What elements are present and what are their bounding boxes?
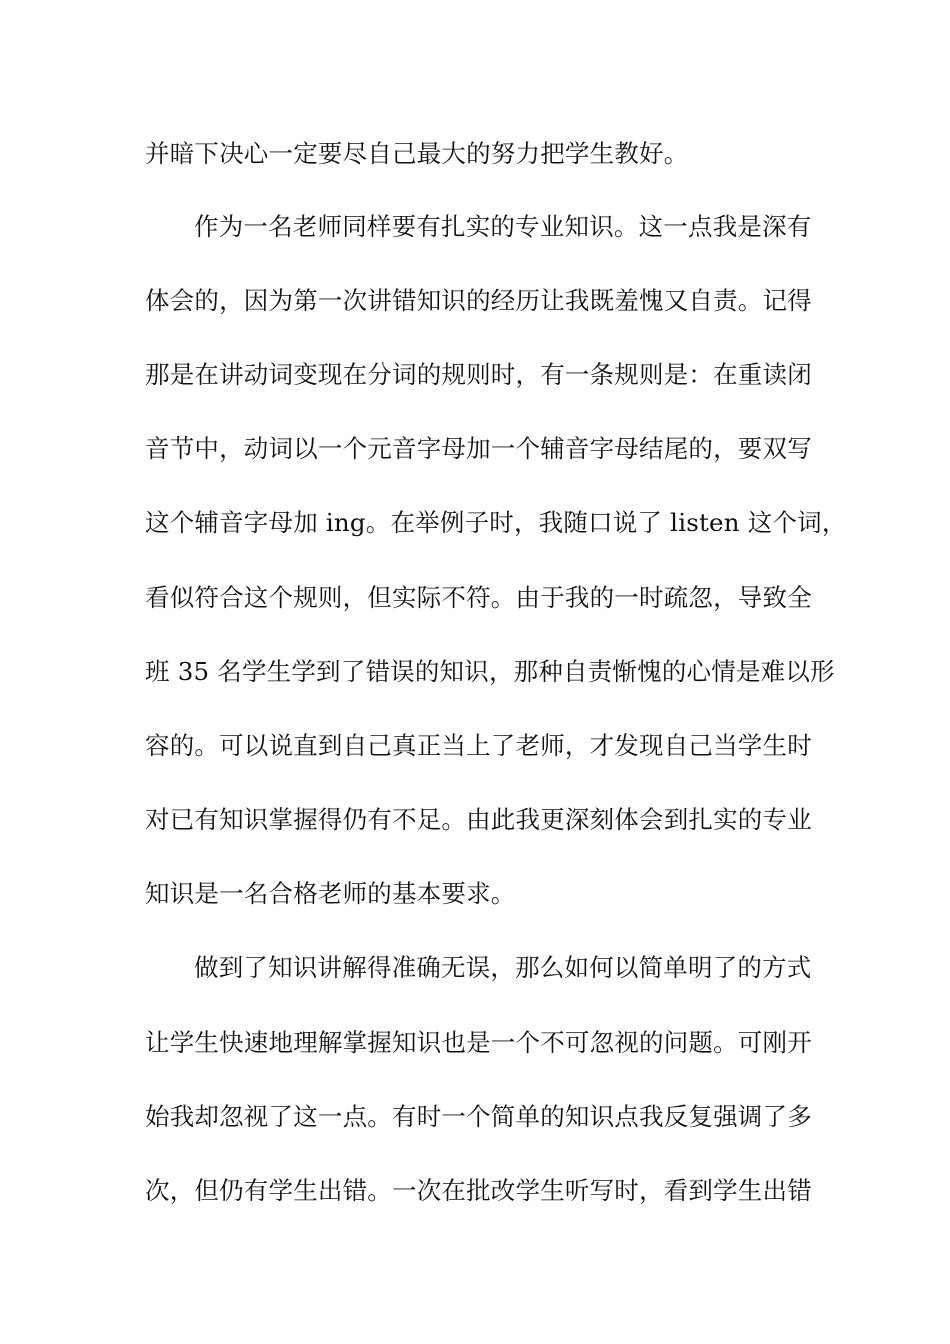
- text-line: 对已有知识掌握得仍有不足。由此我更深刻体会到扎实的专业: [145, 805, 812, 834]
- text-line: 让学生快速地理解掌握知识也是一个不可忽视的问题。可刚开: [145, 1028, 812, 1057]
- text-line: 班 35 名学生学到了错误的知识，那种自责惭愧的心情是难以形: [145, 657, 835, 686]
- text-line: 并暗下决心一定要尽自己最大的努力把学生教好。: [145, 139, 689, 168]
- text-line: 看似符合这个规则，但实际不符。由于我的一时疏忽，导致全: [145, 583, 812, 612]
- text-line: 体会的，因为第一次讲错知识的经历让我既羞愧又自责。记得: [145, 286, 812, 315]
- text-line: 这个辅音字母加 ing。在举例子时，我随口说了 listen 这个词，: [145, 508, 847, 537]
- paragraph-first-line: 做到了知识讲解得准确无误，那么如何以简单明了的方式: [194, 953, 812, 982]
- paragraph-first-line: 作为一名老师同样要有扎实的专业知识。这一点我是深有: [194, 212, 812, 241]
- text-line: 始我却忽视了这一点。有时一个简单的知识点我反复强调了多: [145, 1102, 812, 1131]
- text-line: 容的。可以说直到自己真正当上了老师，才发现自己当学生时: [145, 731, 812, 760]
- text-line: 那是在讲动词变现在分词的规则时，有一条规则是：在重读闭: [145, 360, 812, 389]
- text-line: 次，但仍有学生出错。一次在批改学生听写时，看到学生出错: [145, 1176, 812, 1205]
- text-line: 音节中，动词以一个元音字母加一个辅音字母结尾的，要双写: [145, 434, 812, 463]
- text-line: 知识是一名合格老师的基本要求。: [145, 879, 516, 908]
